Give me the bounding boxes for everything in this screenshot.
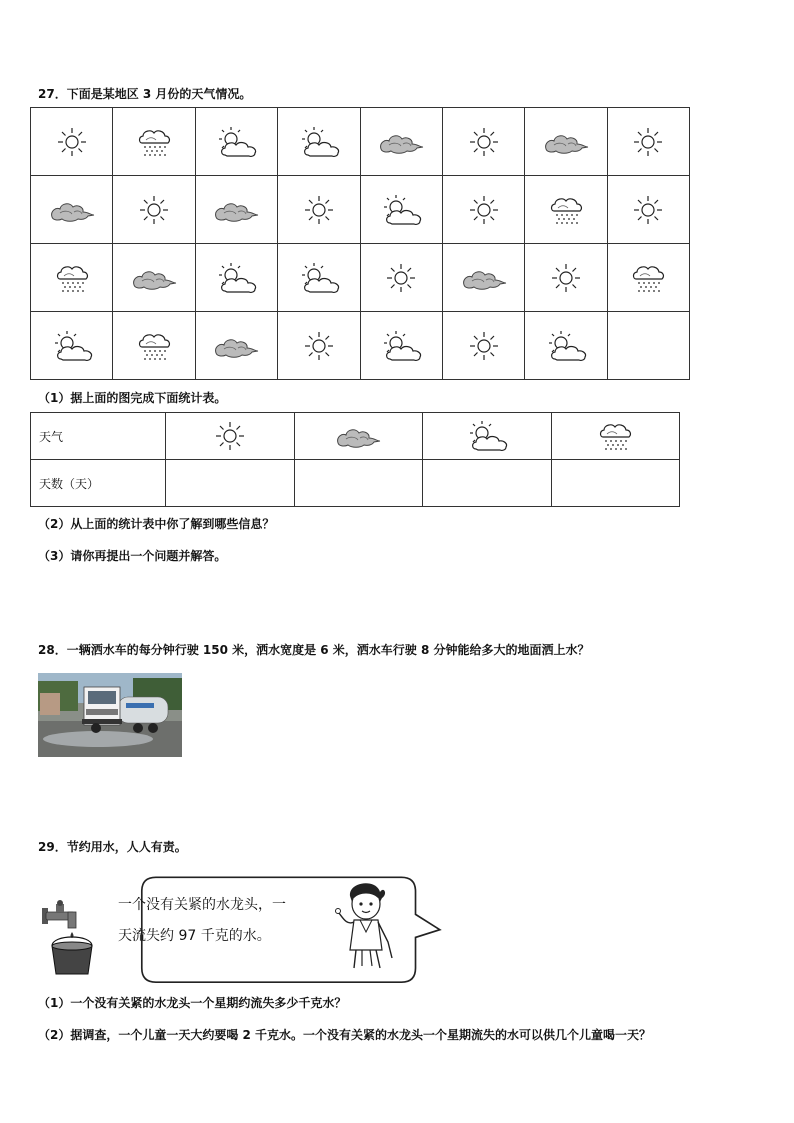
cloudy-icon — [48, 193, 96, 227]
rainy-icon — [595, 419, 635, 453]
q28-title: 28．一辆洒水车的每分钟行驶 150 米，洒水宽度是 6 米，洒水车行驶 8 分钟能给多大的地面洒上水？ — [38, 643, 590, 657]
weather-stats-table — [30, 412, 680, 507]
weather-grid — [30, 107, 690, 380]
partly-cloudy-icon — [296, 261, 342, 295]
rainy-icon — [546, 193, 586, 227]
cloudy-icon — [130, 261, 178, 295]
q27-sub1: （1）据上面的图完成下面统计表。 — [38, 391, 227, 405]
sunny-icon — [299, 192, 339, 228]
sunny-icon — [210, 418, 250, 454]
sunny-icon — [381, 260, 421, 296]
weather-cell — [360, 312, 442, 380]
weather-cell — [113, 176, 195, 244]
bubble-line-1: 一个没有关紧的水龙头，一 — [118, 897, 286, 913]
weather-cell — [31, 108, 113, 176]
stats-label-weather: 天气 — [31, 413, 166, 460]
weather-grid-row — [31, 244, 690, 312]
weather-grid-row — [31, 312, 690, 380]
weather-cell — [360, 108, 442, 176]
weather-cell — [607, 108, 689, 176]
weather-cell — [113, 244, 195, 312]
q27-sub3: （3）请你再提出一个问题并解答。 — [38, 549, 227, 563]
partly-cloudy-icon — [213, 261, 259, 295]
partly-cloudy-icon — [213, 125, 259, 159]
cloudy-icon — [542, 125, 590, 159]
weather-cell — [278, 244, 360, 312]
weather-cell — [607, 312, 689, 380]
weather-cell — [360, 244, 442, 312]
weather-cell — [607, 244, 689, 312]
weather-cell — [278, 312, 360, 380]
sunny-icon — [299, 328, 339, 364]
q29-sub1: （1）一个没有关紧的水龙头一个星期约流失多少千克水？ — [38, 996, 347, 1010]
weather-cell — [360, 176, 442, 244]
rainy-icon — [134, 329, 174, 363]
stats-answer-cloudy[interactable] — [294, 460, 423, 507]
sunny-icon — [134, 192, 174, 228]
sunny-icon — [52, 124, 92, 160]
q29-sub2: （2）据调查，一个儿童一天大约要喝 2 千克水。一个没有关紧的水龙头一个星期流失的水可以供几个儿童喝一天？ — [38, 1028, 652, 1042]
weather-cell — [31, 312, 113, 380]
stats-col-rainy — [551, 413, 679, 460]
weather-cell — [113, 312, 195, 380]
sunny-icon — [464, 328, 504, 364]
weather-cell — [195, 108, 277, 176]
weather-cell — [525, 244, 607, 312]
partly-cloudy-icon — [296, 125, 342, 159]
weather-cell — [113, 108, 195, 176]
weather-cell — [195, 176, 277, 244]
sunny-icon — [546, 260, 586, 296]
cloudy-icon — [460, 261, 508, 295]
partly-cloudy-icon — [543, 329, 589, 363]
weather-cell — [525, 312, 607, 380]
stats-col-cloudy — [294, 413, 423, 460]
cloudy-icon — [334, 419, 382, 453]
weather-cell — [31, 176, 113, 244]
partly-cloudy-icon — [49, 329, 95, 363]
weather-cell — [31, 244, 113, 312]
sunny-icon — [628, 124, 668, 160]
weather-cell — [278, 176, 360, 244]
q29-title: 29．节约用水，人人有责。 — [38, 840, 187, 854]
stats-col-sunny — [166, 413, 294, 460]
sprinkler-truck-photo — [38, 673, 182, 757]
stats-row-days — [31, 460, 680, 507]
stats-answer-sunny[interactable] — [166, 460, 294, 507]
stats-label-days: 天数（天） — [31, 460, 166, 507]
sunny-icon — [464, 124, 504, 160]
bubble-line-2: 天流失约 97 千克的水。 — [118, 928, 271, 944]
q27-title: 27．下面是某地区 3 月份的天气情况。 — [38, 87, 252, 101]
speech-bubble-text — [118, 890, 308, 952]
sunny-icon — [628, 192, 668, 228]
stats-answer-rainy[interactable] — [551, 460, 679, 507]
partly-cloudy-icon — [464, 419, 510, 453]
cloudy-icon — [212, 193, 260, 227]
faucet-bucket-illustration — [38, 900, 96, 978]
weather-cell — [525, 108, 607, 176]
q27-sub2: （2）从上面的统计表中你了解到哪些信息？ — [38, 517, 275, 531]
weather-cell — [607, 176, 689, 244]
partly-cloudy-icon — [378, 329, 424, 363]
sunny-icon — [464, 192, 504, 228]
cloudy-icon — [212, 329, 260, 363]
weather-cell — [195, 312, 277, 380]
weather-grid-row — [31, 108, 690, 176]
weather-cell — [442, 244, 524, 312]
rainy-icon — [628, 261, 668, 295]
weather-cell — [525, 176, 607, 244]
weather-cell — [442, 108, 524, 176]
weather-grid-row — [31, 176, 690, 244]
weather-cell — [278, 108, 360, 176]
weather-cell — [442, 176, 524, 244]
rainy-icon — [52, 261, 92, 295]
boy-illustration — [332, 878, 404, 970]
stats-row-weather — [31, 413, 680, 460]
rainy-icon — [134, 125, 174, 159]
partly-cloudy-icon — [378, 193, 424, 227]
stats-col-partly-cloudy — [423, 413, 551, 460]
cloudy-icon — [377, 125, 425, 159]
stats-answer-partly-cloudy[interactable] — [423, 460, 551, 507]
weather-cell — [195, 244, 277, 312]
weather-cell — [442, 312, 524, 380]
